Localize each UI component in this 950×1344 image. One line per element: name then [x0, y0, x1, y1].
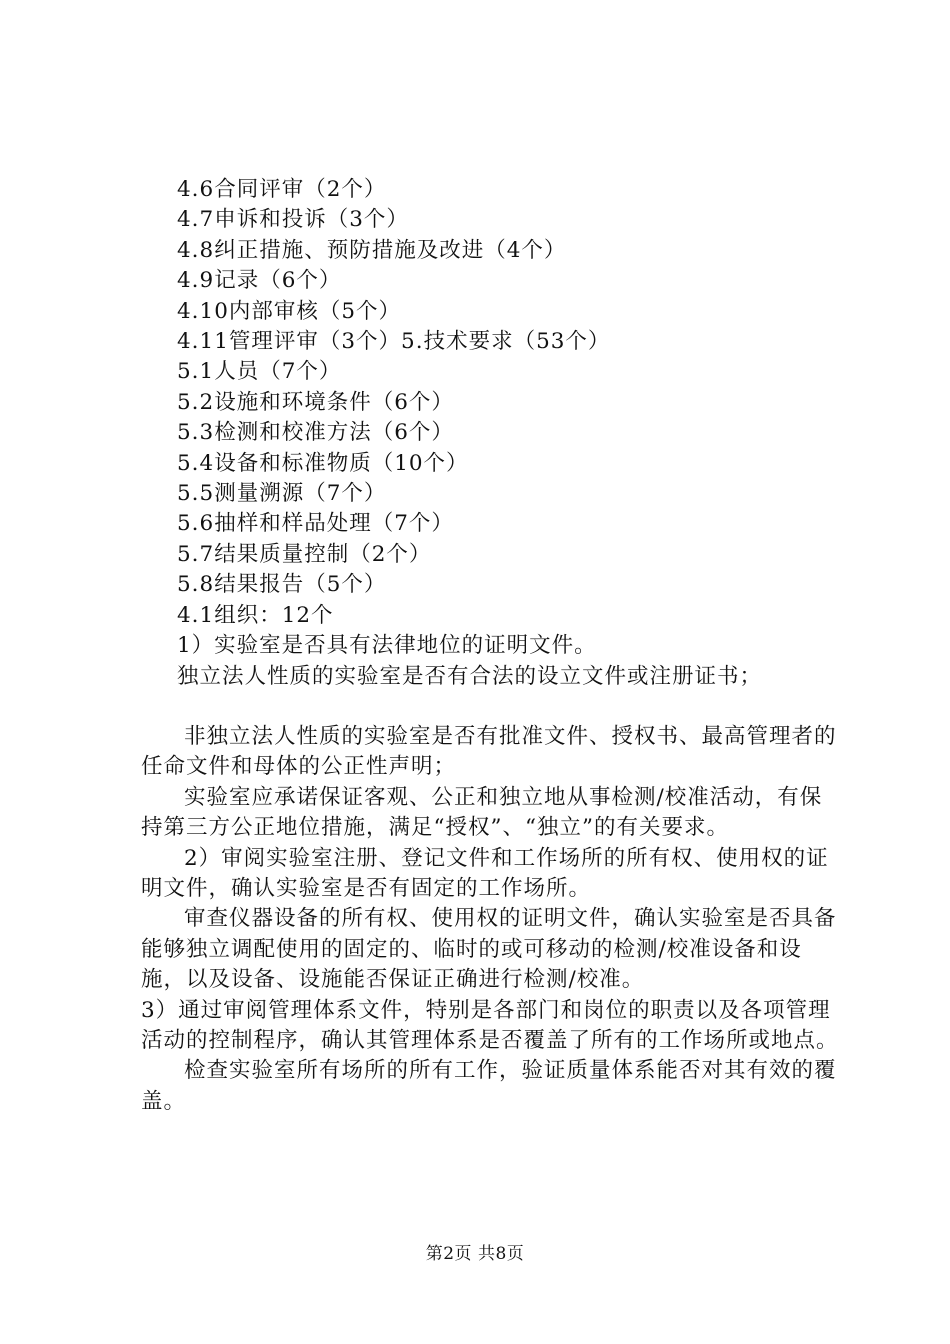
paragraph-gap — [141, 692, 841, 722]
outline-item-4-10: 4.10内部审核（5个） — [177, 298, 402, 324]
outline-item-5-8: 5.8结果报告（5个） — [177, 572, 387, 598]
outline-item-5-6: 5.6抽样和样品处理（7个） — [177, 511, 454, 537]
outline-item-4-8: 4.8纠正措施、预防措施及改进（4个） — [177, 237, 567, 263]
item2-paragraph-1: 2）审阅实验室注册、登记文件和工作场所的所有权、使用权的证明文件，确认实验室是否有固定的工作场所。 — [141, 845, 829, 901]
outline-item-5-5: 5.5测量溯源（7个） — [177, 481, 387, 507]
item1-paragraph-2: 实验室应承诺保证客观、公正和独立地从事检测/校准活动，有保持第三方公正地位措施，满足“授权”、“独立”的有关要求。 — [141, 784, 823, 841]
outline-item-4-11: 4.11管理评审（3个）5.技术要求（53个） — [177, 329, 611, 355]
item2-paragraph-2: 审查仪器设备的所有权、使用权的证明文件，确认实验室是否具备能够独立调配使用的固定的、临时的或可移动的检测/校准设备和设施，以及设备、设施能否保证正确进行检测/校准。 — [141, 906, 837, 993]
outline-item-4-6: 4.6合同评审（2个） — [177, 177, 387, 202]
outline-item-5-4: 5.4设备和标准物质（10个） — [177, 450, 469, 476]
page-footer: 第2页 共8页 — [425, 1244, 525, 1264]
outline-item-4-9: 4.9记录（6个） — [177, 268, 342, 294]
outline-item-4-7: 4.7申诉和投诉（3个） — [177, 207, 409, 233]
outline-item-4-1: 4.1组织：12个 — [177, 602, 334, 628]
item1-heading: 1）实验室是否具有法律地位的证明文件。 — [177, 633, 597, 659]
document-body — [141, 175, 841, 1117]
item1-line2: 独立法人性质的实验室是否有合法的设立文件或注册证书； — [177, 663, 763, 689]
item3-paragraph-1: 3）通过审阅管理体系文件，特别是各部门和岗位的职责以及各项管理活动的控制程序，确认其管理体系是否覆盖了所有的工作场所或地点。 — [141, 997, 839, 1053]
outline-item-5-1: 5.1人员（7个） — [177, 359, 342, 385]
outline-item-5-2: 5.2设施和环境条件（6个） — [177, 389, 454, 415]
outline-item-5-3: 5.3检测和校准方法（6个） — [177, 420, 454, 446]
outline-item-5-7: 5.7结果质量控制（2个） — [177, 541, 432, 567]
item1-paragraph-1: 非独立法人性质的实验室是否有批准文件、授权书、最高管理者的任命文件和母体的公正性声明； — [141, 723, 837, 780]
item3-paragraph-2: 检查实验室所有场所的所有工作，验证质量体系能否对其有效的覆盖。 — [141, 1058, 837, 1114]
